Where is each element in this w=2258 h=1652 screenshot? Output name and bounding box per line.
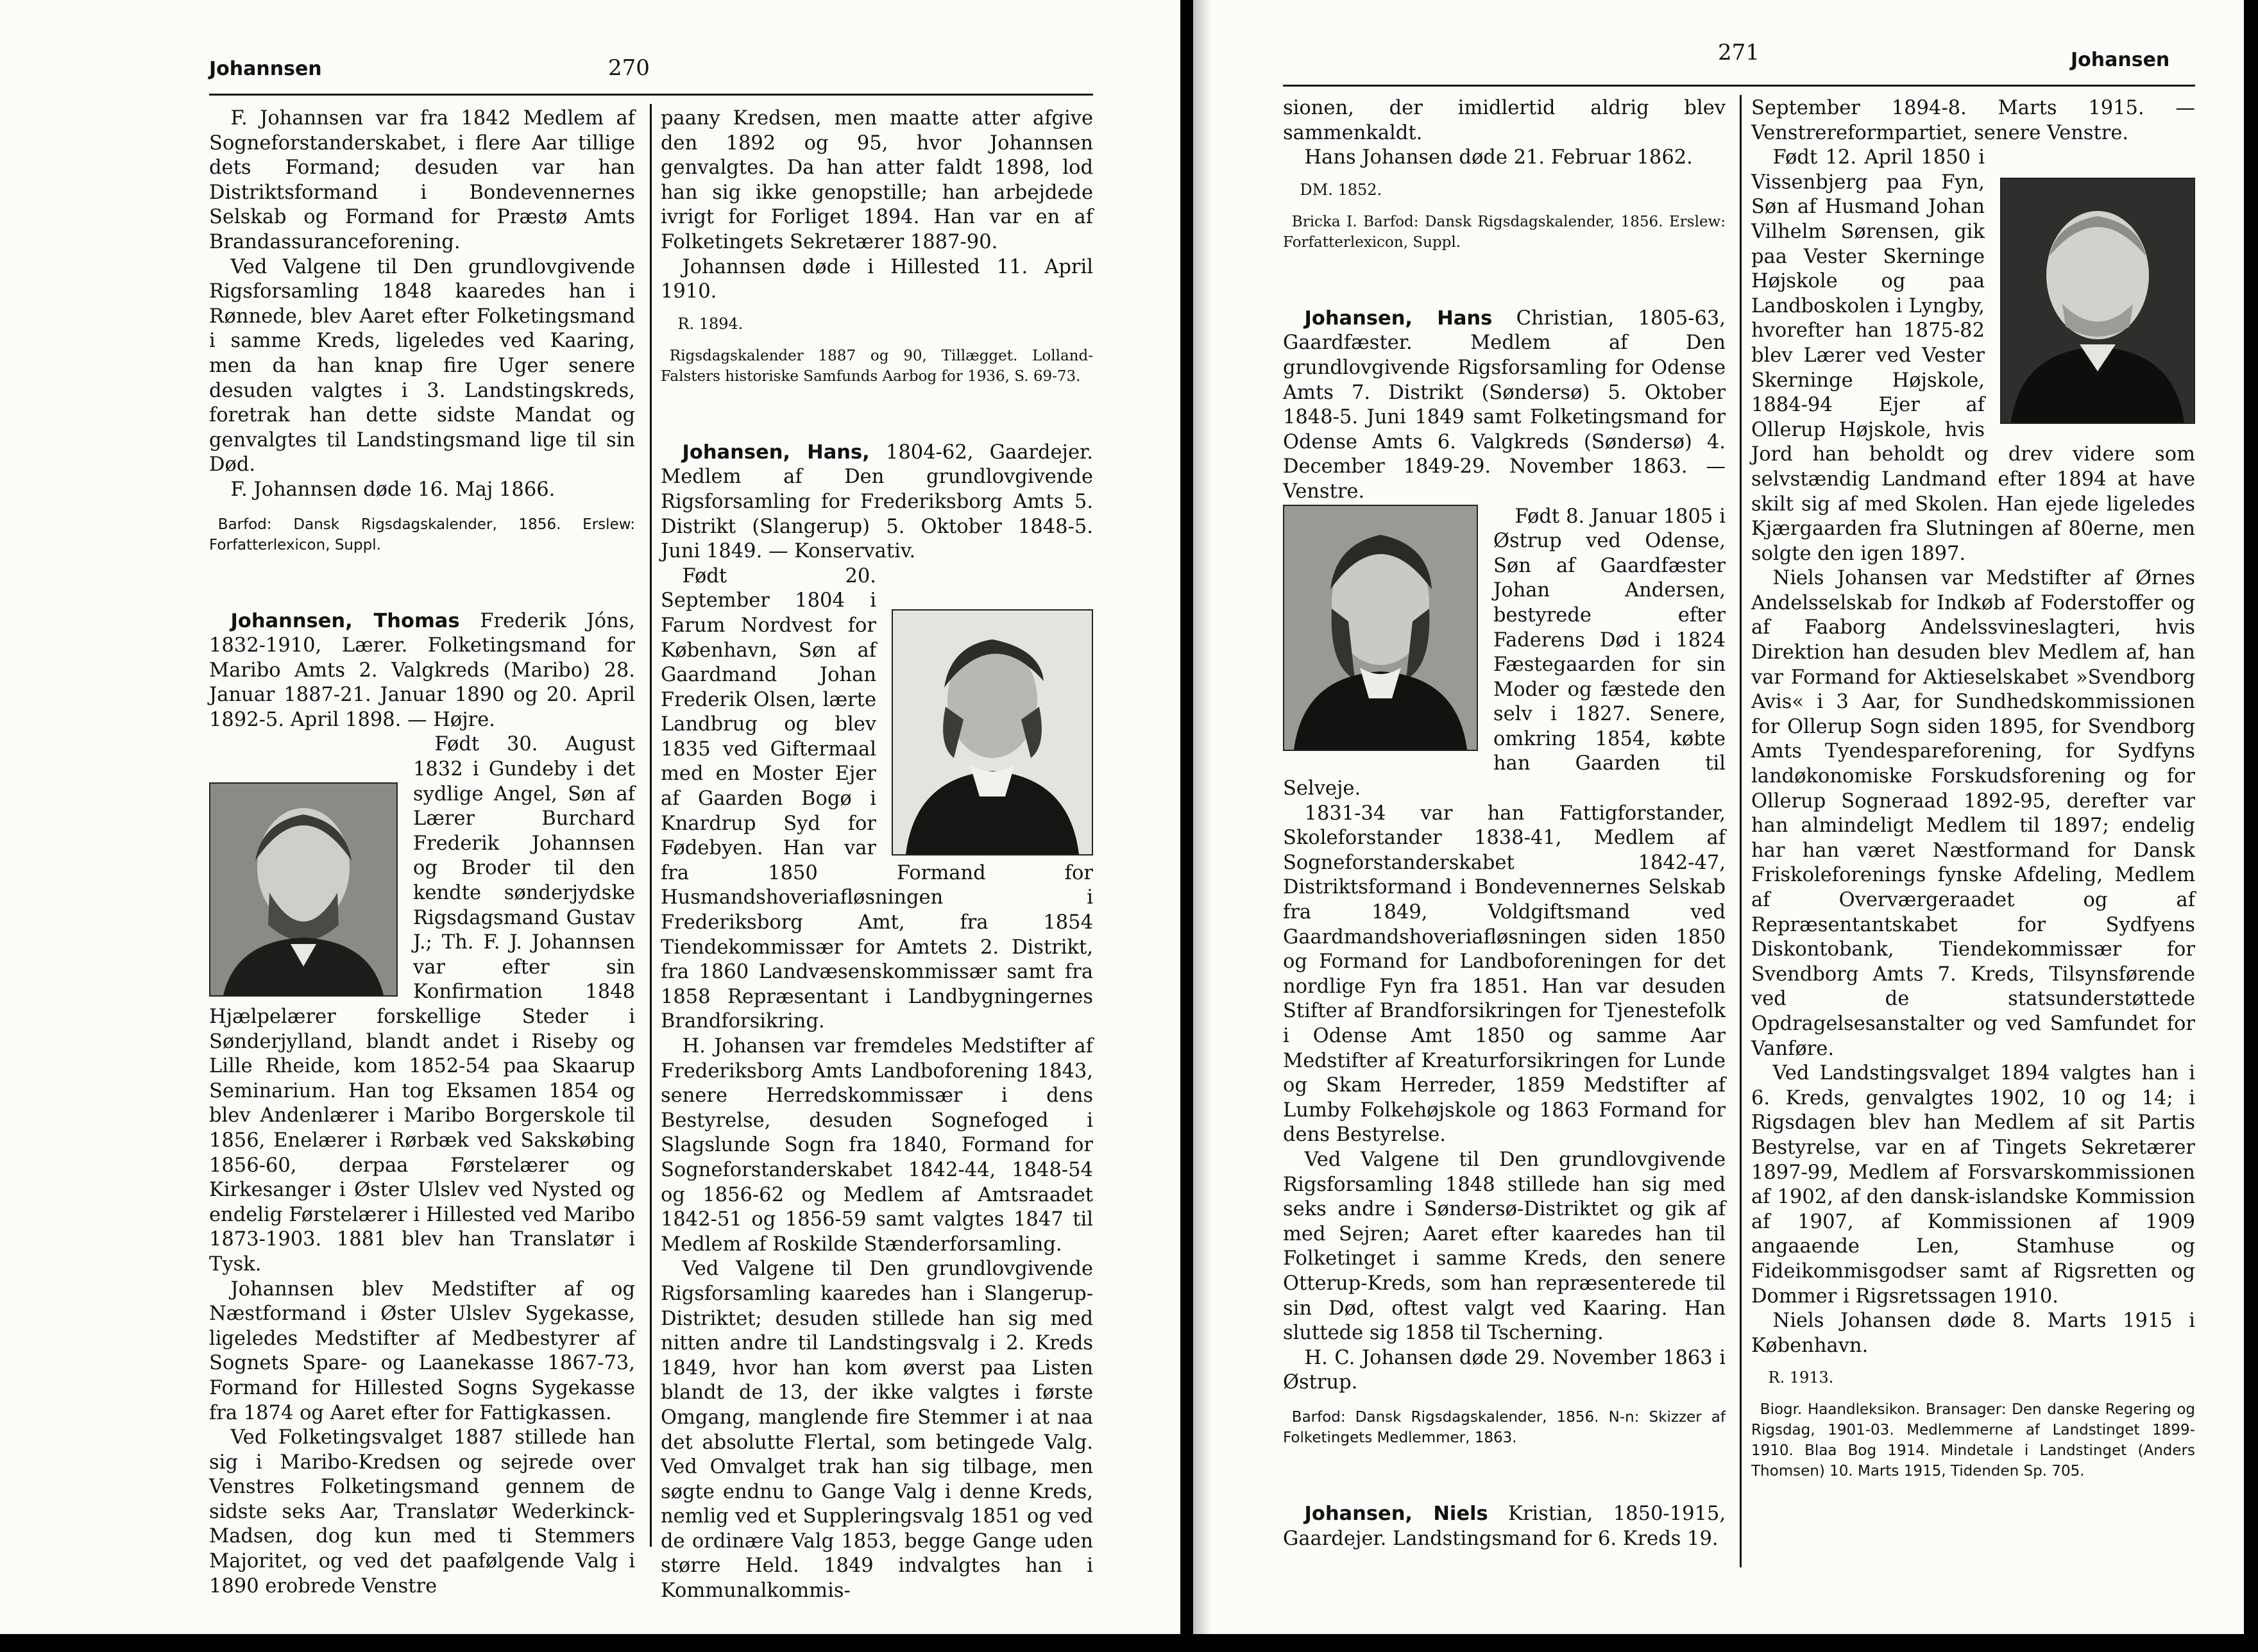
scan-edge	[2244, 0, 2258, 1652]
paragraph: Ved Valgene til Den grundlovgivende Rigsforsamling 1848 stillede han sig med seks andre i Søndersø-Distriktet og gik af med Sejren; Aaret efter kaaredes han til Folketinget i samme Kreds, den senere Otterup-Kreds, som han repræsenterede til sin Død, oftest valgt ved Kaaring. Han sluttede sig 1858 til Tscherning.	[1283, 1148, 1726, 1345]
paragraph: Ved Valgene til Den grundlovgivende Rigsforsamling 1848 kaaredes han i Rønnede, blev Aaret efter Folketingsmand i samme Kreds, ligeledes ved Kaaring, men da han knap fire Uger senere desuden valgtes i 3. Landstingskreds, foretrak han dette sidste Mandat og genvalgtes til Landstingsmand lige til sin Død.	[209, 255, 635, 476]
entry-heading	[1283, 1502, 1726, 1551]
paragraph: F. Johannsen døde 16. Maj 1866.	[230, 478, 556, 501]
paragraph: Johannsen blev Medstifter af og Næstformand i Øster Ulslev Sygekasse, ligeledes Medstifter af Medbestyrer af Sognets Spare- og Laanekasse 1867-73, Formand for Hillested Sogns Sygekasse fra 1874 og Aaret efter for Fattigkassen.	[209, 1277, 635, 1424]
entry-intro: Frederik Jóns, 1832-1910, Lærer. Folketingsmand for Maribo Amts 2. Valgkreds (Maribo) 28. Januar 1887-21. Januar 1890 og 20. April 1892-5. April 1898. — Højre.	[209, 609, 635, 731]
left-column-rule	[650, 104, 652, 1547]
entry-intro: Christian, 1805-63, Gaardfæster. Medlem af Den grundlovgivende Rigsforsamling for Odense Amts 7. Distrikt (Søndersø) 5. Oktober 1848-5. Juni 1849 samt Folketingsmand for Odense Amts 6. Valgkreds (Søndersø) 4. December 1849-29. November 1863. — Venstre.	[1283, 307, 1726, 503]
note: R. 1894.	[677, 314, 743, 333]
entry-name: Johansen, Hans	[1304, 307, 1493, 330]
paragraph: Niels Johansen døde 8. Marts 1915 i København.	[1751, 1310, 2195, 1357]
portrait-hans-christian-johansen	[1283, 505, 1478, 751]
paragraph: H. C. Johansen døde 29. November 1863 i Østrup.	[1283, 1346, 1726, 1394]
entry-gap	[1283, 253, 1726, 303]
paragraph: paany Kredsen, men maatte atter afgive den 1892 og 95, hvor Johannsen genvalgtes. Da han atter faldt 1898, lod han sig ikke genopstille; han arbejdede ivrigt for Forliget 1894. Han var en af Folketingets Sekretærer 1887-90.	[661, 107, 1093, 253]
entry-name: Johannsen, Thomas	[230, 609, 460, 632]
entry-heading	[209, 609, 635, 733]
paragraph: H. Johansen var fremdeles Medstifter af Frederiksborg Amts Landboforening 1843, senere Herredskommissær i dens Bestyrelse, desuden Sognefoged i Slagslunde Sogn fra 1840, Formand for Sogneforstanderskabet 1842-44, 1848-54 og 1856-62 og Medlem af Amtsraadet 1842-51 og 1856-59 samt valgtes 1847 til Medlem af Roskilde Stænderforsamling.	[661, 1035, 1093, 1256]
paragraph: Ved Valgene til Den grundlovgivende Rigsforsamling kaaredes han i Slangerup-Distriktet; desuden stillede han sig med nitten andre til Landstingsvalg i 2. Kreds 1849, hvor han kom øverst paa Listen blandt de 13, der ikke valgtes i første Omgang, manglende fire Stemmer i at naa det absolutte Flertal, som betingede Valg. Ved Omvalget trak han sig tilbage, men søgte endnu to Gange Valg i denne Kreds, nemlig ved et Suppleringsvalg 1851 og ved de ordinære Valg 1853, begge Gange uden større Held. 1849 indvalgtes han i Kommunalkommis-	[661, 1258, 1093, 1603]
left-page-number: 270	[608, 55, 650, 81]
source-note: Barfod: Dansk Rigsdagskalender, 1856. Erslew: Forfatterlexicon, Suppl.	[209, 516, 635, 553]
source-note: Biogr. Haandleksikon. Bransager: Den danske Regering og Rigsdag, 1901-03. Medlemmerne af Landstinget 1899-1910. Blaa Bog 1914. Mindetale i Landstinget (Anders Thomsen) 10. Marts 1915, Tidenden Sp. 705.	[1751, 1401, 2195, 1480]
right-column-1	[1283, 96, 1726, 1551]
entry-gap	[661, 387, 1093, 437]
paragraph: Født 20. September 1804 i Farum Nordvest for København, Søn af Gaardmand Johan Frederik Olsen, lærte Landbrug og blev 1835 ved Giftermaal med en Moster Ejer af Gaarden Bogø i Knardrup Syd for Fødebyen. Han var fra 1850 Formand for Husmandshoveriafløsningen i Frederiksborg Amt, fra 1854 Tiendekommissær for Amtets 2. Distrikt, fra 1860 Landvæsenskommissær samt fra 1858 Repræsentant i Landbygningernes Brandforsikring.	[661, 564, 1093, 1033]
entry-heading	[1283, 307, 1726, 505]
portrait-thomas-johannsen	[209, 782, 398, 997]
portrait-niels-johansen	[2000, 178, 2195, 424]
entry-name: Johansen, Hans,	[682, 441, 870, 464]
source-note: Bricka I. Barfod: Dansk Rigsdagskalender, 1856. Erslew: Forfatterlexicon, Suppl.	[1283, 213, 1726, 251]
right-page-number: 271	[1718, 40, 1760, 65]
paragraph: Niels Johansen var Medstifter af Ørnes Andelsselskab for Indkøb af Foderstoffer og af Faaborg Andelssvineslagteri, hvis Direktion han desuden blev Medlem af, han var Formand for Aktieselskabet »Svendborg Avis« i 3 Aar, for Sundhedskommissionen for Ollerup Sogn siden 1895, for Svendborg Amts Tyendespareforening, for Sydfyns landøkonomiske Forskudsforening og for Ollerup Sogneraad 1892-95, derefter var han almindeligt Medlem til 1897; endelig har han været Næstformand for Dansk Friskoleforenings fynske Afdeling, Medlem af Overværgeraadet og af Repræsentantskabet for Sydfyens Diskontobank, Tiendekommissær for Svendborg Amts 7. Kreds, Tilsynsførende ved de statsunderstøttede Opdragelsesanstalter og ved Samfundet for Vanføre.	[1751, 567, 2195, 1060]
left-running-head: Johannsen	[209, 58, 322, 80]
right-column-rule	[1740, 95, 1742, 1567]
note: R. 1913.	[1768, 1369, 1834, 1387]
source-note: Barfod: Dansk Rigsdagskalender, 1856. N-n: Skizzer af Folketingets Medlemmer, 1863.	[1283, 1408, 1726, 1446]
right-column-2	[1751, 96, 2195, 1481]
paragraph: Johannsen døde i Hillested 11. April 1910.	[661, 255, 1093, 303]
entry-gap	[209, 555, 635, 605]
paragraph: 1831-34 var han Fattigforstander, Skoleforstander 1838-41, Medlem af Sogneforstanderskabet 1842-47, Distriktsformand i Bondevennernes Selskab fra 1849, Voldgiftsmand ved Gaardmandshoveriafløsningen siden 1850 og Formand for Landboforeningen for det nordlige Fyn fra 1851. Han var desuden Stifter af Brandforsikringen for Tjenestefolk i Odense Amt 1850 og samme Aar Medstifter af Kreaturforsikringen for Lunde og Skam Herreder, 1859 Medstifter af Lumby Folkehøjskole og 1863 Formand for dens Bestyrelse.	[1283, 802, 1726, 1147]
source-note: Rigsdagskalender 1887 og 90, Tillægget. Lolland-Falsters historiske Samfunds Aarbog for 1936, S. 69-73.	[661, 347, 1093, 385]
note: DM. 1852.	[1300, 180, 1382, 199]
left-head-rule	[209, 94, 1093, 96]
paragraph: Ved Folketingsvalget 1887 stillede han sig i Maribo-Kredsen og sejrede over Venstres Folketingsmand gennem de sidste seks Aar, Translatør Wederkinck-Madsen, dog kun med ti Stemmers Majoritet, og ved det paafølgende Valg i 1890 erobrede Venstre	[209, 1426, 635, 1597]
entry-name: Johansen, Niels	[1304, 1502, 1488, 1525]
paragraph: Hans Johansen døde 21. Februar 1862.	[1304, 146, 1693, 169]
left-column-2	[661, 106, 1093, 1604]
entry-heading	[661, 441, 1093, 564]
paragraph: Født 30. August 1832 i Gundeby i det sydlige Angel, Søn af Lærer Burchard Frederik Johannsen og Broder til den kendte sønderjydske Rigsdagsmand Gustav J.; Th. F. J. Johannsen var efter sin Konfirmation 1848 Hjælpelærer forskellige Steder i Sønderjylland, blandt andet i Riseby og Lille Rheide, kom 1852-54 paa Skaarup Seminarium. Han tog Eksamen 1854 og blev Andenlærer i Maribo Borgerskole til 1856, Enelærer i Rørbæk ved Sakskøbing 1856-60, derpaa Førstelærer og Kirkesanger i Øster Ulslev ved Nysted og endelig Førstelærer i Hillested ved Maribo 1873-1903. 1881 blev han Translatør i Tysk.	[209, 733, 635, 1276]
book-gutter	[1180, 0, 1193, 1652]
page-curve-shadow	[1193, 0, 1211, 1652]
paragraph: F. Johannsen var fra 1842 Medlem af Sogneforstanderskabet, i flere Aar tillige dets Formand; desuden var han Distriktsformand i Bondevennernes Selskab og Formand for Præstø Amts Brandassuranceforening.	[209, 107, 635, 253]
paragraph: Født 12. April 1850 i Vissenbjerg paa Fyn, Søn af Husmand Johan Vilhelm Sørensen, gik paa Vester Skerninge Højskole og paa Landboskolen i Lyngby, hvorefter han 1875-82 blev Lærer ved Vester Skerninge Højskole, 1884-94 Ejer af Ollerup Højskole, hvis Jord han beholdt og drev videre som selvstændig Landmand efter 1894 at have skilt sig af med Skolen. Han ejede ligeledes Kjærgaarden fra Slutningen af 80erne, men solgte den igen 1897.	[1751, 146, 2195, 565]
right-page	[1193, 0, 2258, 1652]
scan-bottom-edge	[0, 1634, 2258, 1652]
paragraph: Ved Landstingsvalget 1894 valgtes han i 6. Kreds, genvalgtes 1902, 10 og 14; i Rigsdagen blev han Medlem af sit Partis Bestyrelse, var en af Tingets Sekretærer 1897-99, Medlem af Forsvarskommissionen af 1902, af den dansk-islandske Kommission af 1907, af Kommissionen af 1909 angaaende Len, Stamhuse og Fideikommisgodser samt af Rigsretten og Dommer i Rigsretssagen 1910.	[1751, 1062, 2195, 1308]
left-column-1	[209, 106, 635, 1599]
right-head-rule	[1283, 85, 2195, 87]
entry-intro: 1804-62, Gaardejer. Medlem af Den grundlovgivende Rigsforsamling for Frederiksborg Amts 5. Distrikt (Slangerup) 5. Oktober 1848-5. Juni 1849. — Konservativ.	[661, 441, 1093, 563]
paragraph: sionen, der imidlertid aldrig blev sammenkaldt.	[1283, 97, 1726, 144]
entry-gap	[1283, 1448, 1726, 1498]
portrait-hans-johansen	[892, 609, 1093, 856]
entry-intro: Kristian, 1850-1915, Gaardejer. Landstingsmand for 6. Kreds 19.	[1283, 1502, 1726, 1550]
paragraph: Født 8. Januar 1805 i Østrup ved Odense, Søn af Gaardfæster Johan Andersen, bestyrede efter Faderens Død i 1824 Fæstegaarden for sin Moder og fæstede den selv i 1827. Senere, omkring 1854, købte han Gaarden til Selveje.	[1283, 505, 1726, 800]
paragraph: September 1894-8. Marts 1915. — Venstrereformpartiet, senere Venstre.	[1751, 97, 2195, 144]
right-running-head: Johansen	[2071, 49, 2170, 71]
